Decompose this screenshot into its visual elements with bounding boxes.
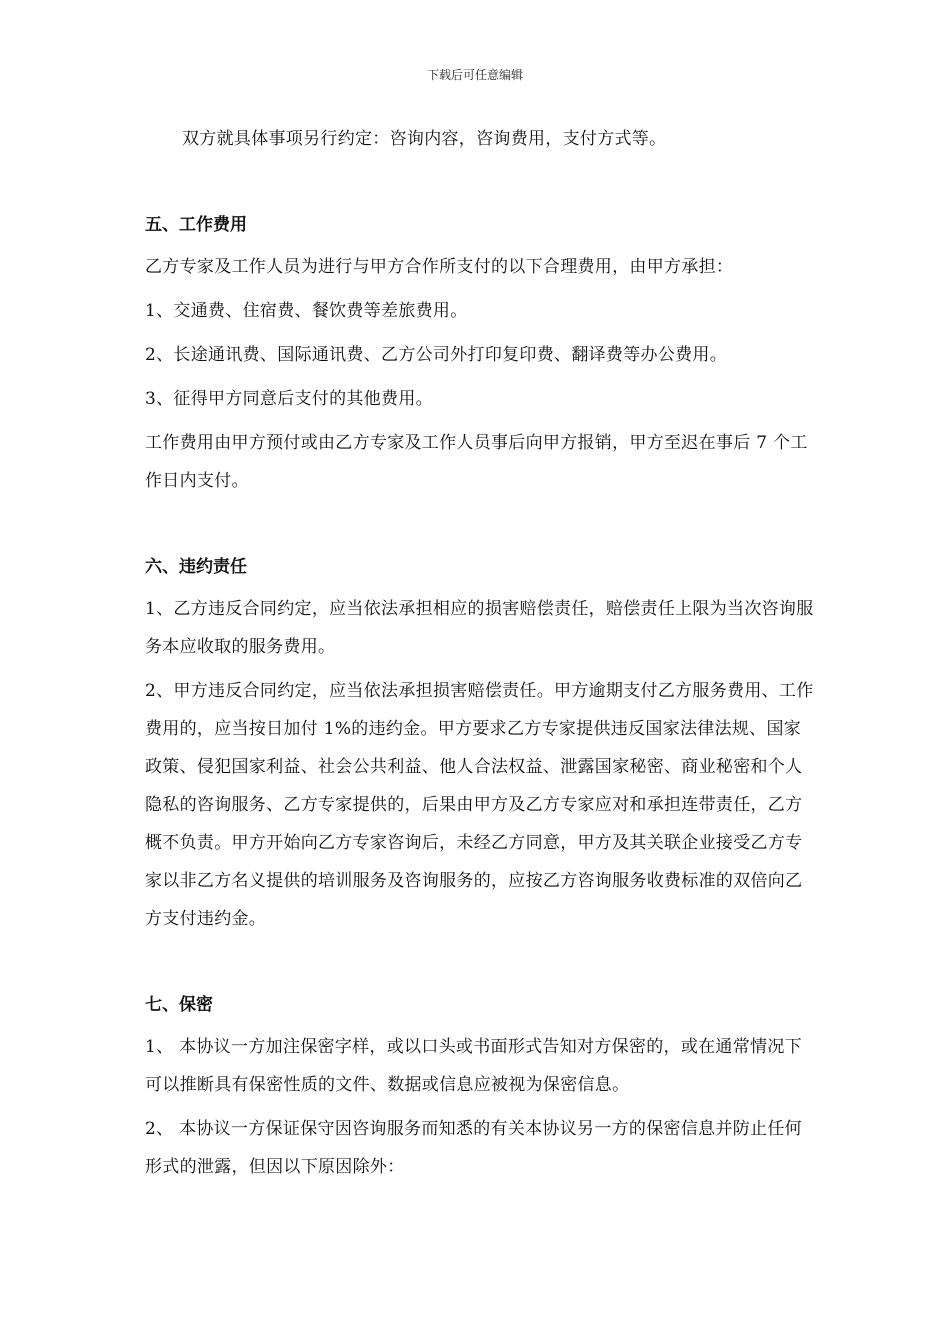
section-5-item-2: 2、长途通讯费、国际通讯费、乙方公司外打印复印费、翻译费等办公费用。	[145, 345, 728, 365]
section-7-item-1: 1、 本协议一方加注保密字样，或以口头或书面形式告知对方保密的，或在通常情况下可以推断具有保密性质的文件、数据或信息应被视为保密信息。	[145, 1037, 802, 1095]
document-body	[145, 120, 815, 1192]
section-5-item-3: 3、征得甲方同意后支付的其他费用。	[145, 389, 433, 409]
section-5-lead: 乙方专家及工作人员为进行与甲方合作所支付的以下合理费用，由甲方承担：	[145, 257, 734, 277]
section-5-item-1: 1、交通费、住宿费、餐饮费等差旅费用。	[145, 301, 468, 321]
section-7-item-2: 2、 本协议一方保证保守因咨询服务而知悉的有关本协议另一方的保密信息并防止任何形式的泄露，但因以下原因除外：	[145, 1119, 802, 1177]
section-6-item-2: 2、甲方违反合同约定，应当依法承担损害赔偿责任。甲方逾期支付乙方服务费用、工作费用的，应当按日加付 1%的违约金。甲方要求乙方专家提供违反国家法律法规、国家政策、侵犯国家利益、社会公共利益、他人合法权益、泄露国家秘密、商业秘密和个人隐私的咨询服务、乙方专家提供的，后果由甲方及乙方专家应对和承担连带责任，乙方概不负责。甲方开始向乙方专家咨询后，未经乙方同意，甲方及其关联企业接受乙方专家以非乙方名义提供的培训服务及咨询服务的，应按乙方咨询服务收费标准的双倍向乙方支付违约金。	[145, 681, 814, 929]
section-5-closing: 工作费用由甲方预付或由乙方专家及工作人员事后向甲方报销，甲方至迟在事后 7 个工作日内支付。	[145, 433, 808, 491]
section-5-title: 五、工作费用	[145, 215, 247, 235]
section-6-title: 六、违约责任	[145, 557, 247, 577]
section-6-item-1: 1、乙方违反合同约定，应当依法承担相应的损害赔偿责任，赔偿责任上限为当次咨询服务本应收取的服务费用。	[145, 599, 814, 657]
section-7-title: 七、保密	[145, 995, 213, 1015]
intro-paragraph: 双方就具体事项另行约定：咨询内容，咨询费用，支付方式等。	[182, 129, 667, 149]
header-note: 下载后可任意编辑	[426, 68, 523, 82]
